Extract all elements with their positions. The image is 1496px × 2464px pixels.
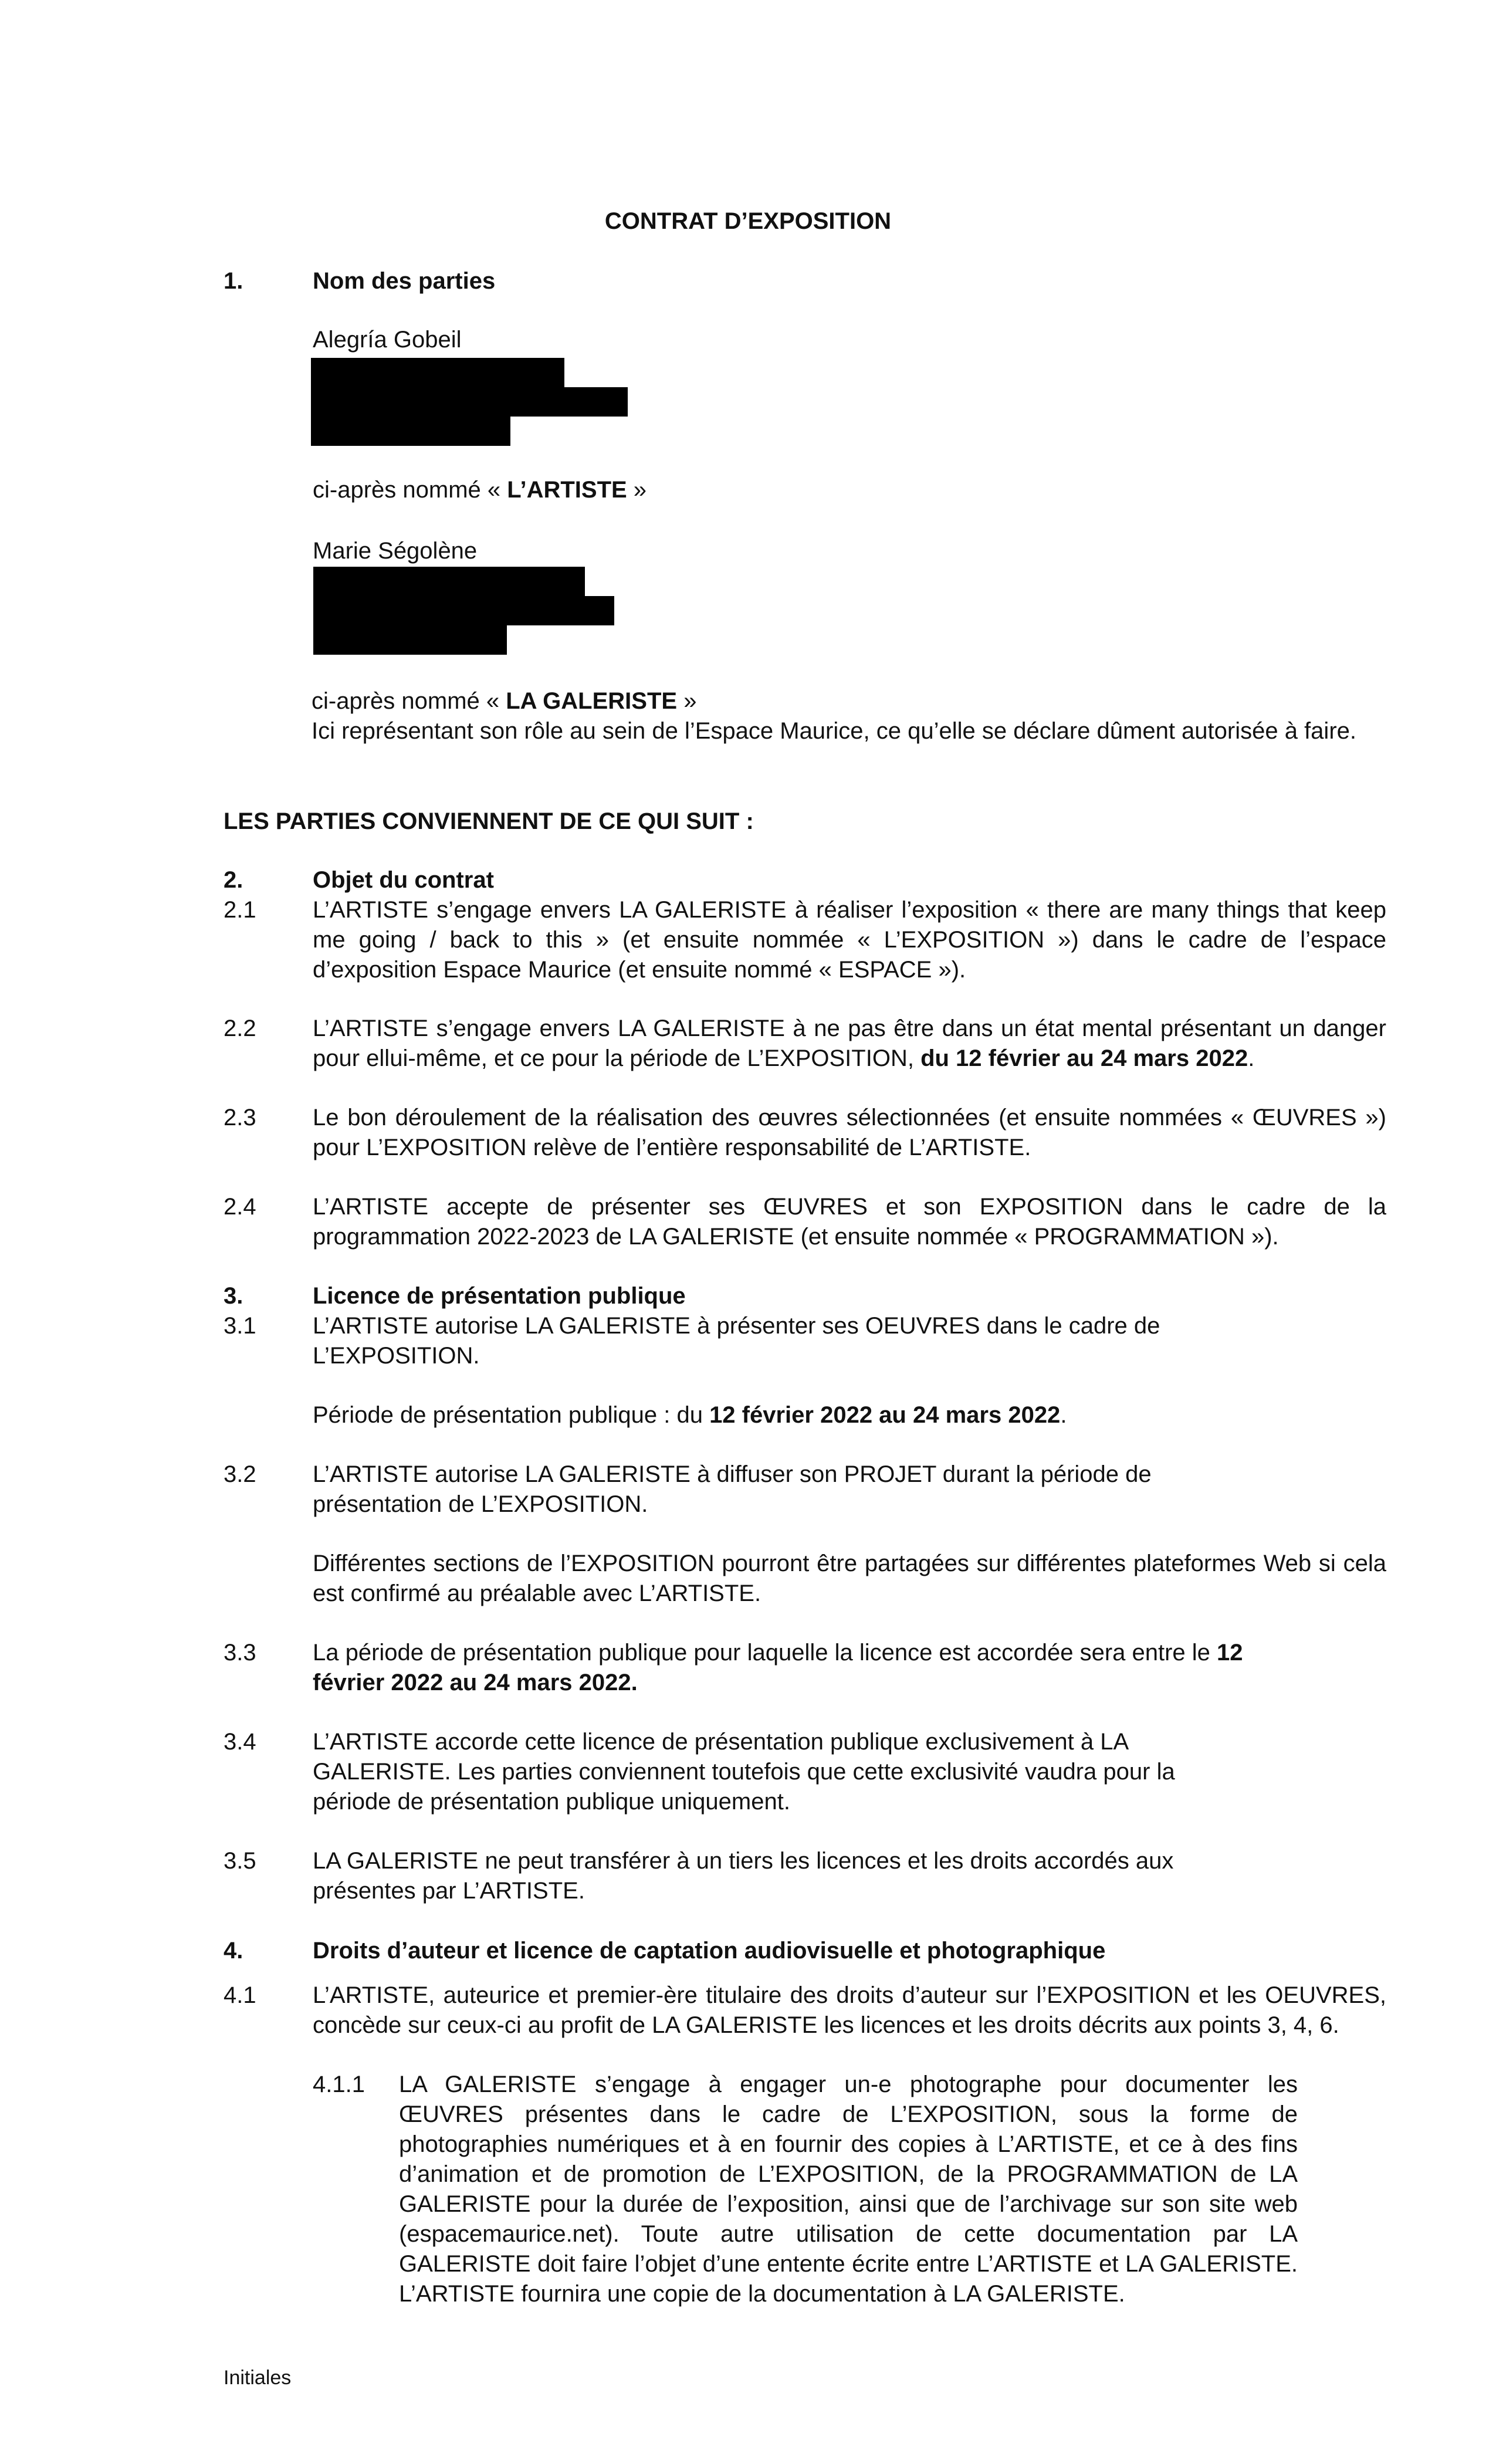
clause-3-3-line-2: février 2022 au 24 mars 2022. xyxy=(313,1670,638,1695)
gallerist-role-suffix: » xyxy=(677,688,697,714)
clause-2-2-body: L’ARTISTE s’engage envers LA GALERISTE à ne pas être dans un état mental présentant un danger pour ellui-même, et ce pour la période de L’EXPOSITION, xyxy=(313,1016,1386,1071)
artist-address-redaction-3 xyxy=(311,417,510,446)
section-3-number: 3. xyxy=(224,1283,243,1309)
clause-3-1-period-tail: . xyxy=(1060,1402,1067,1428)
clause-3-5-number: 3.5 xyxy=(224,1848,256,1874)
gallerist-address-redaction-3 xyxy=(313,625,507,655)
clause-3-1-number: 3.1 xyxy=(224,1313,256,1339)
artist-name: Alegría Gobeil xyxy=(313,327,462,353)
section-4-heading: Droits d’auteur et licence de captation audiovisuelle et photographique xyxy=(313,1938,1106,1964)
gallerist-role-line xyxy=(312,686,696,716)
clause-2-3-number: 2.3 xyxy=(224,1105,256,1131)
clause-4-1-1-text: LA GALERISTE s’engage à engager un-e photographe pour documenter les ŒUVRES présentes dans le cadre de L’EXPOSITION, sous la forme de photographies numériques et à en fournir des copies à L’ARTISTE, et ce à des fins d’animation et de promotion de L’EXPOSITION, de la PROGRAMMATION de LA GALERISTE pour la durée de l’exposition, ainsi que de l’archivage sur son site web (espacemaurice.net). Toute autre utilisation de cette documentation par LA GALERISTE doit faire l’objet d’une entente écrite entre L’ARTISTE et LA GALERISTE. L’ARTISTE fournira une copie de la documentation à LA GALERISTE. xyxy=(399,2072,1298,2307)
clause-3-4-line-2: GALERISTE. Les parties conviennent toutefois que cette exclusivité vaudra pour la xyxy=(313,1759,1175,1785)
clause-3-1-line-2: L’EXPOSITION. xyxy=(313,1343,480,1369)
artist-role-prefix: ci-après nommé « xyxy=(313,477,507,503)
gallerist-address-redaction-1 xyxy=(313,567,585,596)
clause-2-1-text: L’ARTISTE s’engage envers LA GALERISTE à réaliser l’exposition « there are many things that keep me going / back to this » (et ensuite nommée « L’EXPOSITION ») dans le cadre de l’espace d’exposition Espace Maurice (et ensuite nommé « ESPACE »). xyxy=(313,897,1386,983)
clause-3-2-paragraph: Différentes sections de l’EXPOSITION pourront être partagées sur différentes plateformes Web si cela est confirmé au préalable avec L’ARTISTE. xyxy=(313,1551,1386,1606)
clause-3-1-period-dates: 12 février 2022 au 24 mars 2022 xyxy=(709,1402,1061,1428)
section-1-number: 1. xyxy=(224,268,243,294)
gallerist-name: Marie Ségolène xyxy=(313,538,478,564)
clause-3-2-number: 3.2 xyxy=(224,1461,256,1487)
gallerist-representation-note: Ici représentant son rôle au sein de l’Espace Maurice, ce qu’elle se déclare dûment autorisée à faire. xyxy=(312,718,1356,744)
agreement-heading: LES PARTIES CONVIENNENT DE CE QUI SUIT : xyxy=(224,808,754,834)
clause-4-1-1-number: 4.1.1 xyxy=(313,2072,365,2097)
artist-role-label: L’ARTISTE xyxy=(507,477,627,503)
initials-label: Initiales xyxy=(224,2367,292,2389)
clause-2-2-number: 2.2 xyxy=(224,1016,256,1041)
clause-3-3-day: 12 xyxy=(1217,1640,1243,1666)
clause-3-5-line-2: présentes par L’ARTISTE. xyxy=(313,1878,585,1904)
clause-3-2-line-1: L’ARTISTE autorise LA GALERISTE à diffuser son PROJET durant la période de xyxy=(313,1461,1152,1487)
artist-role-line xyxy=(313,475,647,505)
artist-address-redaction-1 xyxy=(311,358,564,387)
section-2-heading: Objet du contrat xyxy=(313,867,494,893)
clause-3-4-number: 3.4 xyxy=(224,1729,256,1755)
section-3-heading: Licence de présentation publique xyxy=(313,1283,686,1309)
clause-2-2-dates: du 12 février au 24 mars 2022 xyxy=(920,1045,1248,1071)
artist-address-redaction-2 xyxy=(311,387,628,417)
clause-4-1-text: L’ARTISTE, auteurice et premier-ère titulaire des droits d’auteur sur l’EXPOSITION et les OEUVRES, concède sur ceux-ci au profit de LA GALERISTE les licences et les droits décrits aux points 3, 4, 6. xyxy=(313,1982,1386,2038)
section-1-heading: Nom des parties xyxy=(313,268,496,294)
section-2-number: 2. xyxy=(224,867,243,893)
clause-3-4-line-1: L’ARTISTE accorde cette licence de présentation publique exclusivement à LA xyxy=(313,1729,1129,1755)
clause-2-1-number: 2.1 xyxy=(224,897,256,923)
document-title: CONTRAT D’EXPOSITION xyxy=(604,208,892,234)
clause-3-3-line-1 xyxy=(313,1638,1243,1668)
clause-2-2-tail: . xyxy=(1248,1045,1255,1071)
gallerist-role-prefix: ci-après nommé « xyxy=(312,688,506,714)
clause-4-1-number: 4.1 xyxy=(224,1982,256,2008)
clause-3-4-line-3: période de présentation publique uniquement. xyxy=(313,1789,790,1815)
clause-2-3-text: Le bon déroulement de la réalisation des œuvres sélectionnées (et ensuite nommées « ŒUVRES ») pour L’EXPOSITION relève de l’entière responsabilité de L’ARTISTE. xyxy=(313,1105,1386,1160)
clause-2-4-text: L’ARTISTE accepte de présenter ses ŒUVRES et son EXPOSITION dans le cadre de la programmation 2022-2023 de LA GALERISTE (et ensuite nommée « PROGRAMMATION »). xyxy=(313,1194,1386,1250)
clause-3-1-period xyxy=(313,1400,1067,1430)
clause-3-1-period-label: Période de présentation publique : du xyxy=(313,1402,710,1428)
clause-3-5-line-1: LA GALERISTE ne peut transférer à un tiers les licences et les droits accordés aux xyxy=(313,1848,1174,1874)
artist-role-suffix: » xyxy=(627,477,647,503)
section-4-number: 4. xyxy=(224,1938,243,1964)
clause-2-4-number: 2.4 xyxy=(224,1194,256,1220)
clause-3-3-body: La période de présentation publique pour laquelle la licence est accordée sera entre le xyxy=(313,1640,1217,1666)
clause-3-3-number: 3.3 xyxy=(224,1640,256,1666)
clause-2-2-text xyxy=(313,1014,1386,1074)
clause-3-1-line-1: L’ARTISTE autorise LA GALERISTE à présenter ses OEUVRES dans le cadre de xyxy=(313,1313,1160,1339)
clause-3-2-line-2: présentation de L’EXPOSITION. xyxy=(313,1491,648,1517)
gallerist-address-redaction-2 xyxy=(313,596,614,625)
gallerist-role-label: LA GALERISTE xyxy=(506,688,678,714)
